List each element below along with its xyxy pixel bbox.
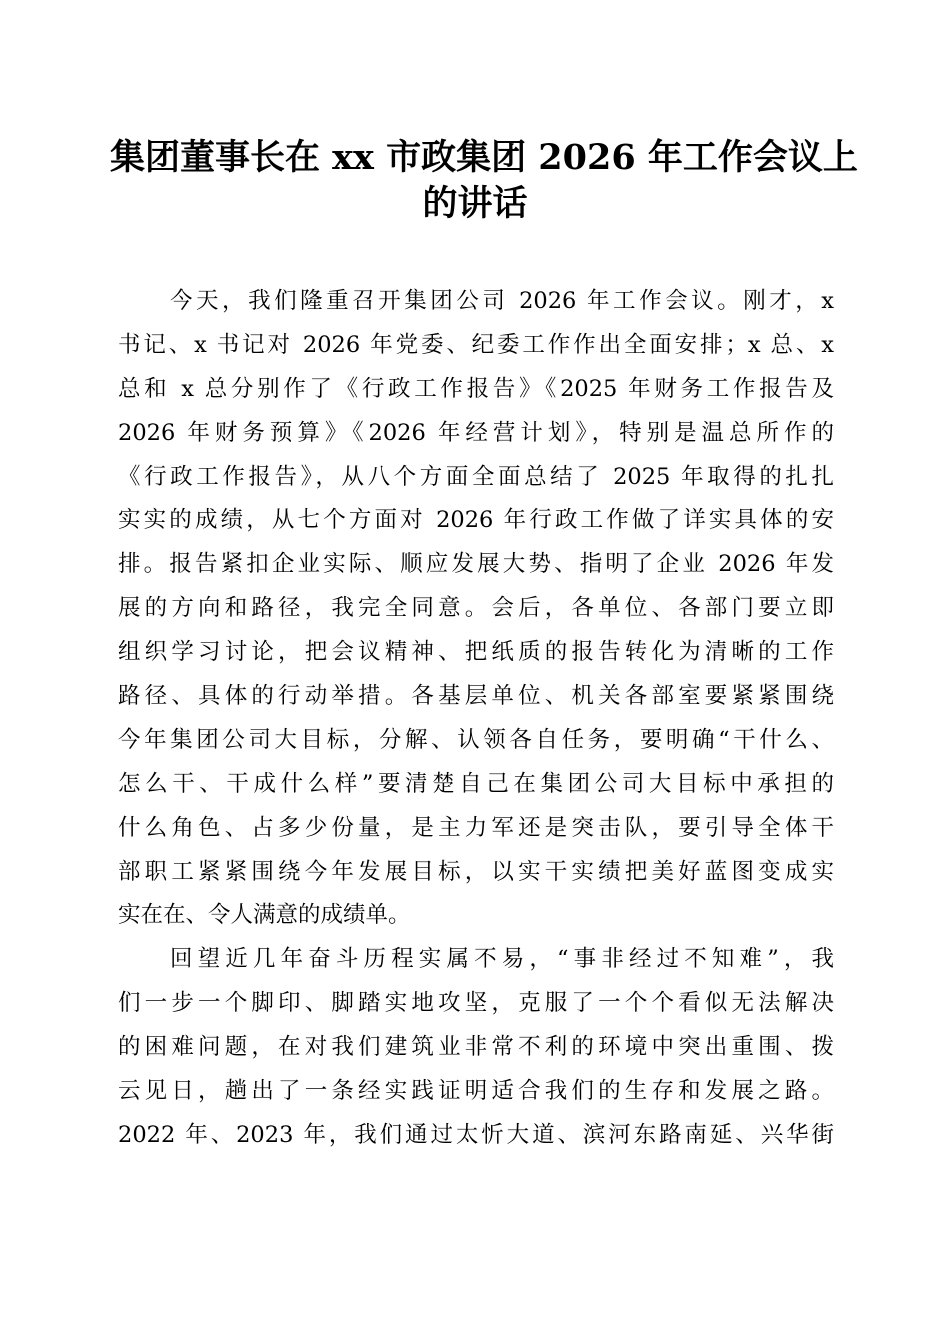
paragraph-line: 实实的成绩，从七个方面对 2026 年行政工作做了详实具体的安 xyxy=(118,507,834,534)
paragraph-line: 怎么干、干成什么样”要清楚自己在集团公司大目标中承担的 xyxy=(118,770,834,797)
document-title xyxy=(110,135,858,227)
paragraph-line: 部职工紧紧围绕今年发展目标，以实干实绩把美好蓝图变成实 xyxy=(118,858,834,885)
paragraph-line: 今天，我们隆重召开集团公司 2026 年工作会议。刚才，x xyxy=(170,288,834,314)
paragraph-line: 总和 x 总分别作了《行政工作报告》《2025 年财务工作报告及 xyxy=(118,375,834,402)
paragraph-line: 路径、具体的行动举措。各基层单位、机关各部室要紧紧围绕 xyxy=(118,683,834,710)
paragraph-line: 云见日，趟出了一条经实践证明适合我们的生存和发展之路。 xyxy=(118,1078,834,1105)
paragraph-line: 们一步一个脚印、脚踏实地攻坚，克服了一个个看似无法解决 xyxy=(118,990,834,1017)
paragraph-line: 回望近几年奋斗历程实属不易，“事非经过不知难”，我 xyxy=(170,946,834,973)
paragraph-line: 展的方向和路径，我完全同意。会后，各单位、各部门要立即 xyxy=(118,595,834,622)
title-line-1: 集团董事长在 xx 市政集团 2026 年工作会议上 xyxy=(110,137,858,178)
paragraph-line: 组织学习讨论，把会议精神、把纸质的报告转化为清晰的工作 xyxy=(118,639,834,666)
paragraph-line: 今年集团公司大目标，分解、认领各自任务，要明确“干什么、 xyxy=(118,726,834,753)
document-body xyxy=(118,280,834,1158)
paragraph-line: 什么角色、占多少份量，是主力军还是突击队，要引导全体干 xyxy=(118,814,834,841)
paragraph-line: 《行政工作报告》，从八个方面全面总结了 2025 年取得的扎扎 xyxy=(118,463,834,490)
paragraph-line: 的困难问题，在对我们建筑业非常不利的环境中突出重围、拨 xyxy=(118,1034,834,1061)
paragraph-1 xyxy=(118,280,834,938)
title-line-2: 的讲话 xyxy=(422,183,528,224)
paragraph-2 xyxy=(118,938,834,1157)
paragraph-line: 2022 年、2023 年，我们通过太忻大道、滨河东路南延、兴华街 xyxy=(118,1121,834,1148)
paragraph-line: 2026 年财务预算》《2026 年经营计划》，特别是温总所作的 xyxy=(118,419,834,446)
paragraph-line: 排。报告紧扣企业实际、顺应发展大势、指明了企业 2026 年发 xyxy=(118,551,834,578)
paragraph-line: 实在在、令人满意的成绩单。 xyxy=(118,902,411,929)
paragraph-line: 书记、x 书记对 2026 年党委、纪委工作作出全面安排；x 总、x xyxy=(118,331,834,358)
